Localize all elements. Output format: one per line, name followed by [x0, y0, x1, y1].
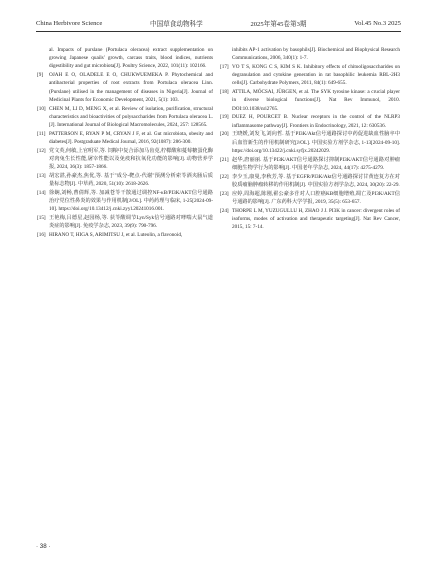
reference-item: [220, 46, 400, 62]
reference-item: [37, 189, 213, 214]
reference-number: [10]: [37, 105, 46, 112]
reference-item: [220, 190, 400, 206]
reference-number: [18]: [220, 89, 229, 96]
reference-text: DUEZ H, POURCET B. Nuclear receptors in the control of the NLRP3 inflammasome pathway[J]. Frontiers in Endocrinology, 2021, 12: 630536.: [232, 114, 400, 129]
reference-number: [17]: [220, 64, 229, 70]
reference-text: ATTILA, MÓCSAI, JÜRGEN, et al. The SYK tyrosine kinase: a crucial player in diverse biological functions[J]. Nat Rev Immunol, 2010. DOI:10.1038/nri2765.: [232, 89, 400, 112]
issue-cn: 2025年第45卷第3期: [250, 21, 307, 28]
reference-text: HIRANO T, HIGA S, ARIMITSU J, et al. Luteolin, a flavonoid,: [49, 232, 183, 239]
volume-issue: Vol.45 No.3 2025: [354, 19, 401, 27]
reference-item: [37, 231, 213, 239]
reference-number: [12]: [37, 147, 46, 154]
reference-item: [37, 214, 213, 230]
journal-name-cn: 中国草食动物科学: [149, 21, 203, 28]
reference-item: [37, 105, 213, 130]
reference-text: 李少玉,康曼,李秋芳,等. 基于EGFR/PI3K/Akt信号通路探讨甘黄连复方在对胶质瘤脑肿瘤转移的作用机制[J]. 中国实验方剂学杂志, 2024, 30(20): 22-29.: [232, 173, 400, 188]
reference-item: [220, 207, 400, 232]
reference-text: 党文英,何敏,上官明军,等. 饲粮中复合添加马齿苋,柠檬酸和蔓莓糖蛋化酶对肉兔生长性能,屠宰性能以及免疫和抗氧化功能的影响[J]. 动物营养学报, 2024, 36(3): 1857-1866.: [49, 147, 213, 171]
reference-text: 胡宏湛,孙豪杰,焦优,等. 基于"成分-靶点-代谢"预测分析索苓酒夹肠后质量标志物[J]. 中草药, 2020, 51(10): 2618-2626.: [49, 173, 213, 188]
reference-item: [220, 63, 400, 88]
reference-text: OJAH E O, OLADELE E O, CHUKWUEMEKA P. Phytochemical and antibacterial properties of root extracts from Portulaca oleracea Linn. (Purslane) utilised in the management of diseases in Nigeria[J]. Journal of Medicinal Plants for Economic Development, 2021, 5(1): 103.: [49, 72, 213, 103]
reference-item: [220, 173, 400, 189]
references-right-column: [220, 46, 400, 232]
reference-item: [37, 172, 213, 188]
reference-item: [37, 130, 213, 146]
reference-item: [220, 113, 400, 129]
references-left-column: [37, 46, 213, 240]
page-number: · 38 ·: [36, 543, 51, 550]
reference-number: [22]: [220, 173, 229, 180]
running-header: [36, 17, 401, 29]
reference-text: 王晓媛,刘发飞,刘向哲. 基于PI3K/Akt信号通路探讨中药促进缺血性脑卒中后血管新生的作用机制研究[J/OL]. 中国实验方剂学杂志, 1-13[2024-09-10]. https://doi.org/10.13422/j.cnki.syfjx.20242029.: [232, 131, 400, 154]
reference-number: [9]: [37, 72, 44, 79]
reference-text: VO T S, KONG C S, KIM S K. Inhibitory effects of chitooligosaccharides on degranulation and cytokine generation in rat basophilic leukemia RBL-2H3 cells[J]. Carbohydrate Polymers, 2011, 84(1): 649-655.: [232, 64, 400, 87]
reference-number: [16]: [37, 232, 46, 239]
reference-item: [220, 156, 400, 172]
reference-item: [220, 130, 400, 155]
reference-item: [37, 71, 213, 104]
reference-text: 应婷,周海超,陈刚,翟公豪多苷对人口腔癌KB细胞增殖,凋亡及PI3K/AKT信号通路的影响[J]. 广东药科大学学报, 2019, 35(5): 653-657.: [232, 190, 400, 205]
reference-number: [20]: [220, 131, 229, 138]
reference-text: 王艳梅,吕德星,赵园杨,等. 获苓酸调节Lyn/Syk信号通路对哮喘大鼠气道炎症的影响[J]. 免疫学杂志, 2023, 39(9): 790-796.: [49, 215, 213, 230]
reference-number: [14]: [37, 190, 46, 197]
reference-number: [15]: [37, 215, 46, 222]
reference-text: 徐娴,刘畅,曹倩辉,等. 加减苍苓干散通过调控NF-κB/PI3K/AKT信号通路治疗党位性鼻炎的效果与作用机制[J/OL]. 中药药理与临床, 1-25[2024-09-10]. https://doi.org/10.13412/j.cnki.zyyl.20241016.001.: [49, 190, 213, 213]
journal-name-en: China Herbivore Science: [36, 19, 103, 27]
reference-item: [220, 88, 400, 113]
reference-text: THORPE L M, YUZUGULLU H, ZHAO J J. PI3K in cancer: divergent roles of isoforms, modes of activation and therapeutic targeting[J]. Nat Rev Cancer, 2015, 15: 7-14.: [232, 207, 400, 231]
reference-number: [11]: [37, 130, 46, 137]
reference-text: al. Impacts of purslane (Portulaca oleracea) extract supplementation on growing Japanese quails' growth, carcass traits, blood indices, nutrients digestibility and gut microbiota[J]. Poultry Science, 2022, 101(11): 102166.: [49, 47, 213, 70]
reference-number: [19]: [220, 114, 229, 121]
reference-text: 赵华,唐丽丽. 基于PI3K/AKT信号通路探讨抑制PI3K/AKT信号通路对肿瘤细胞生物学行为的影响[J]. 中国老年学杂志, 2024, 44(17): 4275-4279.: [232, 156, 400, 171]
reference-number: [23]: [220, 190, 229, 197]
reference-item: [37, 46, 213, 71]
reference-number: [21]: [220, 156, 229, 163]
header-rule: [36, 31, 401, 32]
reference-item: [37, 147, 213, 172]
reference-number: [24]: [220, 207, 229, 214]
reference-text: PATTERSON E, RYAN P M, CRYAN J F, et al. Gut microbiota, obesity and diabetes[J]. Postgraduate Medical Journal, 2016, 92(1087): 286-300.: [49, 130, 213, 146]
reference-text: CHEN M, LI D, MENG X, et al. Review of isolation, purification, structural characteristics and bioactivities of polysaccharides from Portulaca oleracea L.[J]. International Journal of Biological Macromolecules, 2024, 257: 128565.: [49, 105, 213, 129]
reference-text: inhibits AP-1 activation by basophils[J]. Biochemical and Biophysical Research Communications, 2006, 340(1): 1-7.: [232, 47, 400, 62]
reference-number: [13]: [37, 173, 46, 180]
